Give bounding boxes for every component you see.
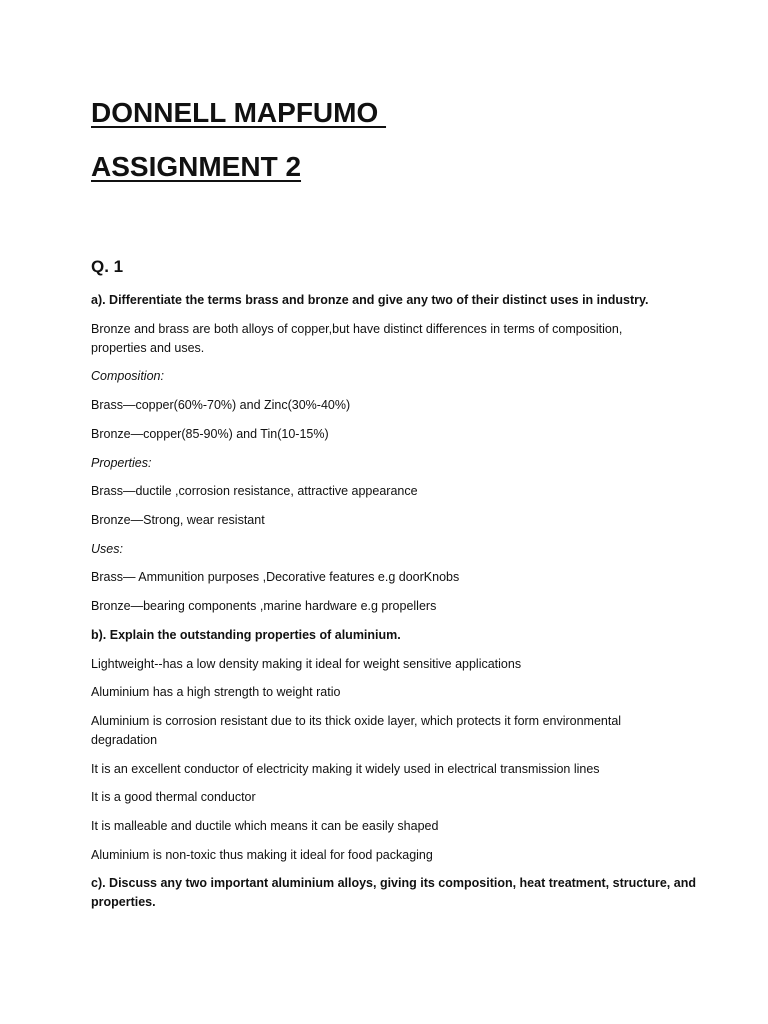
part-c-question-line-1: c). Discuss any two important aluminium alloys, giving its composition, heat treatment, structure, and	[91, 876, 696, 890]
uses-bronze: Bronze—bearing components ,marine hardware e.g propellers	[91, 599, 437, 613]
aluminium-property-thermal: It is a good thermal conductor	[91, 790, 256, 804]
part-a-question: a). Differentiate the terms brass and bronze and give any two of their distinct uses in industry.	[91, 293, 649, 307]
properties-brass: Brass—ductile ,corrosion resistance, attractive appearance	[91, 484, 418, 498]
student-name-title: DONNELL MAPFUMO	[91, 97, 387, 128]
question-heading: Q. 1	[91, 257, 124, 276]
uses-brass: Brass— Ammunition purposes ,Decorative features e.g doorKnobs	[91, 570, 460, 584]
aluminium-property-lightweight: Lightweight--has a low density making it ideal for weight sensitive applications	[91, 657, 522, 671]
composition-bronze: Bronze—copper(85-90%) and Tin(10-15%)	[91, 427, 329, 441]
part-b-question: b). Explain the outstanding properties of aluminium.	[91, 628, 401, 642]
uses-label: Uses:	[91, 542, 123, 556]
composition-label: Composition:	[91, 369, 164, 383]
aluminium-property-corrosion-line-2: degradation	[91, 733, 158, 747]
aluminium-property-nontoxic: Aluminium is non-toxic thus making it ideal for food packaging	[91, 848, 433, 862]
aluminium-property-corrosion-line-1: Aluminium is corrosion resistant due to its thick oxide layer, which protects it form environmental	[91, 714, 622, 728]
aluminium-property-strength: Aluminium has a high strength to weight ratio	[91, 685, 341, 699]
properties-label: Properties:	[91, 456, 152, 470]
part-a-intro-line-2: properties and uses.	[91, 341, 205, 355]
aluminium-property-electrical: It is an excellent conductor of electricity making it widely used in electrical transmission lines	[91, 762, 600, 776]
assignment-title: ASSIGNMENT 2	[91, 151, 302, 182]
aluminium-property-malleable: It is malleable and ductile which means it can be easily shaped	[91, 819, 439, 833]
composition-brass: Brass—copper(60%-70%) and Zinc(30%-40%)	[91, 398, 351, 412]
part-c-question-line-2: properties.	[91, 895, 156, 909]
properties-bronze: Bronze—Strong, wear resistant	[91, 513, 265, 527]
part-a-intro-line-1: Bronze and brass are both alloys of copper,but have distinct differences in terms of composition,	[91, 322, 623, 336]
